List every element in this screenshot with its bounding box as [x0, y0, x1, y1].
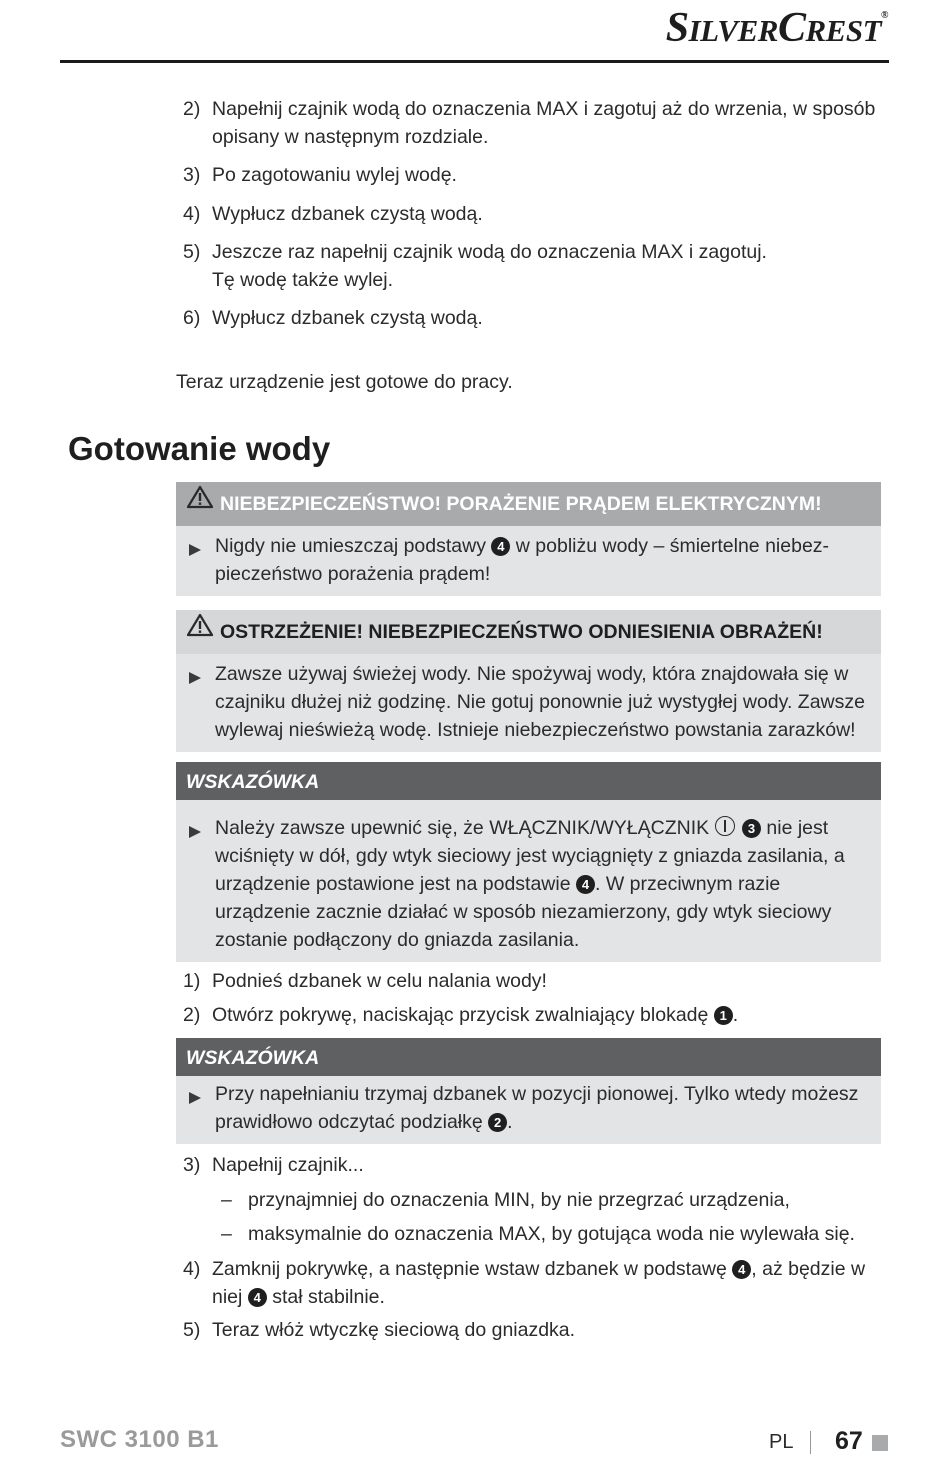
warning-title: OSTRZEŻENIE! NIEBEZPIECZEŃSTWO ODNIESIENIA OBRAŻEŃ! [220, 621, 823, 643]
list-item: 4) Zamknij pokrywkę, a następnie wstaw dzbanek w podstawę 4 , aż będzie w niej 4 stał stabilnie. [183, 1258, 866, 1308]
danger-bullet: Nigdy nie umieszczaj podstawy 4 w pobliżu wody – śmiertelne niebez-pieczeństwo porażenia prądem! [176, 526, 881, 596]
danger-box [176, 482, 881, 596]
tip-box [176, 762, 881, 962]
power-symbol-icon [715, 816, 735, 836]
list-item: 1) Podnieś dzbanek w celu nalania wody! [183, 970, 547, 992]
tip-header: WSKAZÓWKA [176, 1038, 881, 1076]
brand-logo: SILVERCREST® [665, 5, 888, 51]
footer-divider [810, 1431, 811, 1454]
list-item: 5) Jeszcze raz napełnij czajnik wodą do oznaczenia MAX i zagotuj. Tę wodę także wylej. [183, 241, 767, 291]
ref-number: 4 [576, 875, 595, 894]
arrow-bullet-icon [188, 819, 202, 847]
square-icon [872, 1435, 888, 1451]
section-title: Gotowanie wody [68, 430, 331, 467]
arrow-bullet-icon [188, 1085, 202, 1113]
list-item: 4) Wypłucz dzbanek czystą wodą. [183, 203, 483, 225]
ref-number: 1 [714, 1006, 733, 1025]
page-number: 67 [835, 1427, 863, 1455]
sub-list-item: – maksymalnie do oznaczenia MAX, by gotująca woda nie wylewała się. [221, 1223, 855, 1245]
list-item: 3) Po zagotowaniu wylej wodę. [183, 164, 457, 186]
list-item: 5) Teraz włóż wtyczkę sieciową do gniazdka. [183, 1319, 576, 1341]
list-item: 6) Wypłucz dzbanek czystą wodą. [183, 307, 483, 329]
warning-triangle-icon [186, 481, 214, 525]
warning-bullet: Zawsze używaj świeżej wody. Nie spożywaj wody, która znajdowała się w czajniku dłużej niż godzinę. Nie gotuj ponownie już wystygłej wody. Zawsze wylewaj nieświeżą wodę. Istnieje niebezpieczeństwo powstania zarazków! [176, 654, 881, 752]
footer-language: PL [769, 1431, 794, 1453]
list-item: 2) Napełnij czajnik wodą do oznaczenia MAX i zagotuj aż do wrzenia, w sposób opisany w następnym rozdziale. [183, 98, 876, 148]
list-item: 2) Otwórz pokrywę, naciskając przycisk zwalniający blokadę 1 . [183, 1004, 739, 1026]
danger-header [176, 482, 881, 526]
tip-header: WSKAZÓWKA [176, 762, 881, 800]
footer-model: SWC 3100 B1 [60, 1426, 219, 1453]
arrow-bullet-icon [188, 537, 202, 565]
tip-bullet: Przy napełnianiu trzymaj dzbanek w pozycji pionowej. Tylko wtedy możesz prawidłowo odczytać podziałkę 2 . [176, 1076, 881, 1144]
arrow-bullet-icon [188, 665, 202, 693]
warning-header [176, 610, 881, 654]
ref-number: 4 [248, 1288, 267, 1307]
ref-number: 3 [742, 819, 761, 838]
tip-box [176, 1038, 881, 1144]
sub-list-item: – przynajmniej do oznaczenia MIN, by nie przegrzać urządzenia, [221, 1189, 790, 1211]
ref-number: 2 [488, 1113, 507, 1132]
warning-triangle-icon [186, 609, 214, 653]
ref-number: 4 [491, 537, 510, 556]
tip-bullet: Należy zawsze upewnić się, że WŁĄCZNIK/WYŁĄCZNIK 3 nie jest wciśnięty w dół, gdy wtyk sieciowy jest wyciągnięty z gniazda zasilania, a urządzenie postawione jest na podstawie 4 . W przeciwnym razie urządzenie zacznie działać w sposób niezamierzony, gdy wtyk sieciowy zostanie podłączony do gniazda zasilania. [176, 800, 881, 962]
list-item: 3) Napełnij czajnik... [183, 1154, 364, 1176]
ref-number: 4 [732, 1260, 751, 1279]
ready-text: Teraz urządzenie jest gotowe do pracy. [176, 371, 513, 393]
warning-box [176, 610, 881, 752]
danger-title: NIEBEZPIECZEŃSTWO! PORAŻENIE PRĄDEM ELEKTRYCZNYM! [220, 493, 822, 515]
header-rule [60, 60, 889, 63]
